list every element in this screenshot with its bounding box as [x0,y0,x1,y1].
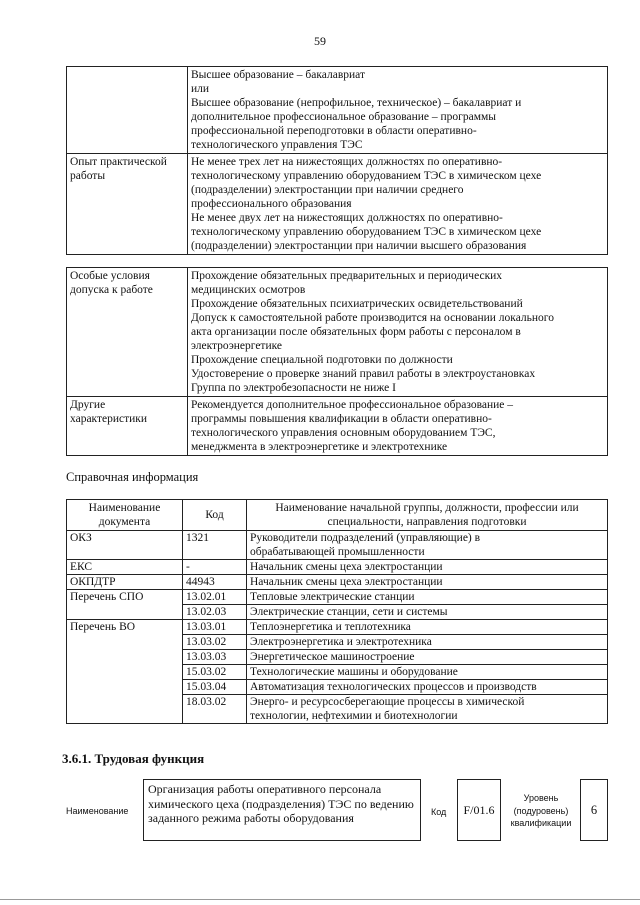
requirement-content-line: Удостоверение о проверке знаний правил работы в электроустановках [191,368,536,380]
reference-code: 13.02.01 [183,590,247,605]
requirement-content-line: Группа по электробезопасности не ниже I [191,382,396,394]
reference-name [247,560,608,575]
requirement-content-line: дополнительное профессиональное образование – программы [191,111,496,123]
requirement-content-line: (подразделении) электростанции при наличии среднего [191,184,464,196]
requirement-row [67,397,608,456]
reference-table [66,499,608,724]
reference-name [247,635,608,650]
requirement-label-line: Опыт практической [70,156,167,168]
reference-code: 15.03.02 [183,665,247,680]
reference-row [67,560,608,575]
requirement-content-line: медицинских осмотров [191,284,306,296]
requirement-label-line: Особые условия [70,270,150,282]
requirement-label [67,397,188,456]
reference-name [247,695,608,724]
reference-name [247,680,608,695]
qualification-level-label [506,792,576,830]
reference-row [67,620,608,635]
code-label: Код [431,807,447,817]
reference-name-line: Начальник смены цеха электростанции [250,561,443,573]
requirement-label [67,154,188,255]
requirement-content-line: или [191,83,210,95]
function-name-box: Организация работы оперативного персонала химического цеха (подразделения) ТЭС по ведению заданного режима работы оборудования [143,779,421,841]
requirement-content-line: электроэнергетике [191,340,283,352]
requirement-content-line: Прохождение обязательных предварительных и периодических [191,270,503,282]
reference-doc: ОКЗ [67,531,183,560]
reference-name [247,605,608,620]
requirement-content [188,67,608,154]
reference-name [247,650,608,665]
reference-title: Справочная информация [66,470,199,484]
header-code: Код [183,500,247,531]
reference-name-line: Энерго- и ресурсосберегающие процессы в химической [250,696,525,708]
reference-name [247,620,608,635]
requirement-content-line: Прохождение обязательных психиатрических освидетельствований [191,298,523,310]
reference-name-line: Руководители подразделений (управляющие) в [250,532,481,544]
reference-code: 1321 [183,531,247,560]
requirements-table-2 [66,267,608,456]
reference-code: 13.03.03 [183,650,247,665]
header-name-line: специальности, направления подготовки [327,516,527,528]
reference-code: 15.03.04 [183,680,247,695]
requirement-label-line: допуска к работе [70,284,153,296]
requirement-content-line: Высшее образование – бакалавриат [191,69,365,81]
reference-code: 13.03.01 [183,620,247,635]
reference-doc: ЕКС [67,560,183,575]
reference-name-line: Тепловые электрические станции [250,591,415,603]
reference-row [67,590,608,605]
requirement-content-line: технологическому управлению оборудованием ТЭС в химическом цехе [191,170,542,182]
reference-code: 18.03.02 [183,695,247,724]
reference-name-line: Автоматизация технологических процессов и производств [250,681,537,693]
requirement-content [188,397,608,456]
reference-name [247,665,608,680]
requirement-content-line: технологическому управлению оборудованием ТЭС в химическом цехе [191,226,542,238]
requirement-content-line: технологического управления ТЭС [191,139,363,151]
reference-code: 13.03.02 [183,635,247,650]
reference-row [67,531,608,560]
reference-name-line: Электроэнергетика и электротехника [250,636,432,648]
reference-name [247,590,608,605]
reference-name-line: технологии, нефтехимии и биотехнологии [250,710,458,722]
requirement-content-line: программы повышения квалификации в области оперативно- [191,413,492,425]
requirement-label [67,67,188,154]
requirement-content-line: Рекомендуется дополнительное профессиональное образование – [191,399,514,411]
reference-name-line: обрабатывающей промышленности [250,546,425,558]
requirement-content-line: Не менее двух лет на нижестоящих должностях по оперативно- [191,212,503,224]
header-doc-line: Наименование [88,502,161,514]
requirement-row [67,154,608,255]
labor-function-heading: 3.6.1. Трудовая функция [62,751,205,766]
reference-name-line: Энергетическое машиностроение [250,651,415,663]
reference-name-line: Электрические станции, сети и системы [250,606,448,618]
level-label-line: Уровень [523,793,559,803]
reference-name-line: Технологические машины и оборудование [250,666,458,678]
reference-code: 13.02.03 [183,605,247,620]
reference-row [67,575,608,590]
requirement-content-line: Не менее трех лет на нижестоящих должностях по оперативно- [191,156,503,168]
requirement-content-line: Прохождение специальной подготовки по должности [191,354,453,366]
page-number: 59 [314,34,326,48]
requirement-content-line: (подразделении) электростанции при наличии высшего образования [191,240,527,252]
requirement-label-line: работы [70,170,106,182]
requirements-table-1 [66,66,608,255]
page-bottom-edge [0,899,640,900]
requirement-label-line: характеристики [70,413,148,425]
requirement-content-line: профессионального образования [191,198,352,210]
reference-code: 44943 [183,575,247,590]
level-label-line: квалификации [510,818,572,828]
requirement-content-line: менеджмента в электроэнергетике и электротехнике [191,441,448,453]
reference-name-line: Начальник смены цеха электростанции [250,576,443,588]
reference-name [247,531,608,560]
level-label-line: (подуровень) [513,805,569,816]
requirement-label [67,268,188,397]
requirement-content [188,268,608,397]
requirement-content-line: Допуск к самостоятельной работе производится на основании локального [191,312,554,324]
requirement-content-line: акта организации после обязательных форм работы с персоналом в [191,326,521,338]
reference-header-row [67,500,608,531]
reference-code: - [183,560,247,575]
requirement-row [67,268,608,397]
reference-doc: ОКПДТР [67,575,183,590]
requirement-content-line: технологического управления основным оборудованием ТЭС, [191,427,496,439]
header-name [247,500,608,531]
requirement-row [67,67,608,154]
requirement-content [188,154,608,255]
reference-doc: Перечень СПО [67,590,183,620]
header-doc-line: документа [98,516,151,528]
requirement-content-line: Высшее образование (непрофильное, техническое) – бакалавриат и [191,97,522,109]
header-doc [67,500,183,531]
reference-name-line: Теплоэнергетика и теплотехника [250,621,411,633]
reference-doc: Перечень ВО [67,620,183,724]
requirement-content-line: профессиональной переподготовки в области оперативно- [191,125,477,137]
name-label: Наименование [66,806,129,816]
code-box: F/01.6 [457,779,501,841]
qualification-level-box: 6 [580,779,608,841]
requirement-label-line: Другие [70,399,106,411]
header-name-line: Наименование начальной группы, должности, профессии или [275,502,579,514]
reference-name [247,575,608,590]
